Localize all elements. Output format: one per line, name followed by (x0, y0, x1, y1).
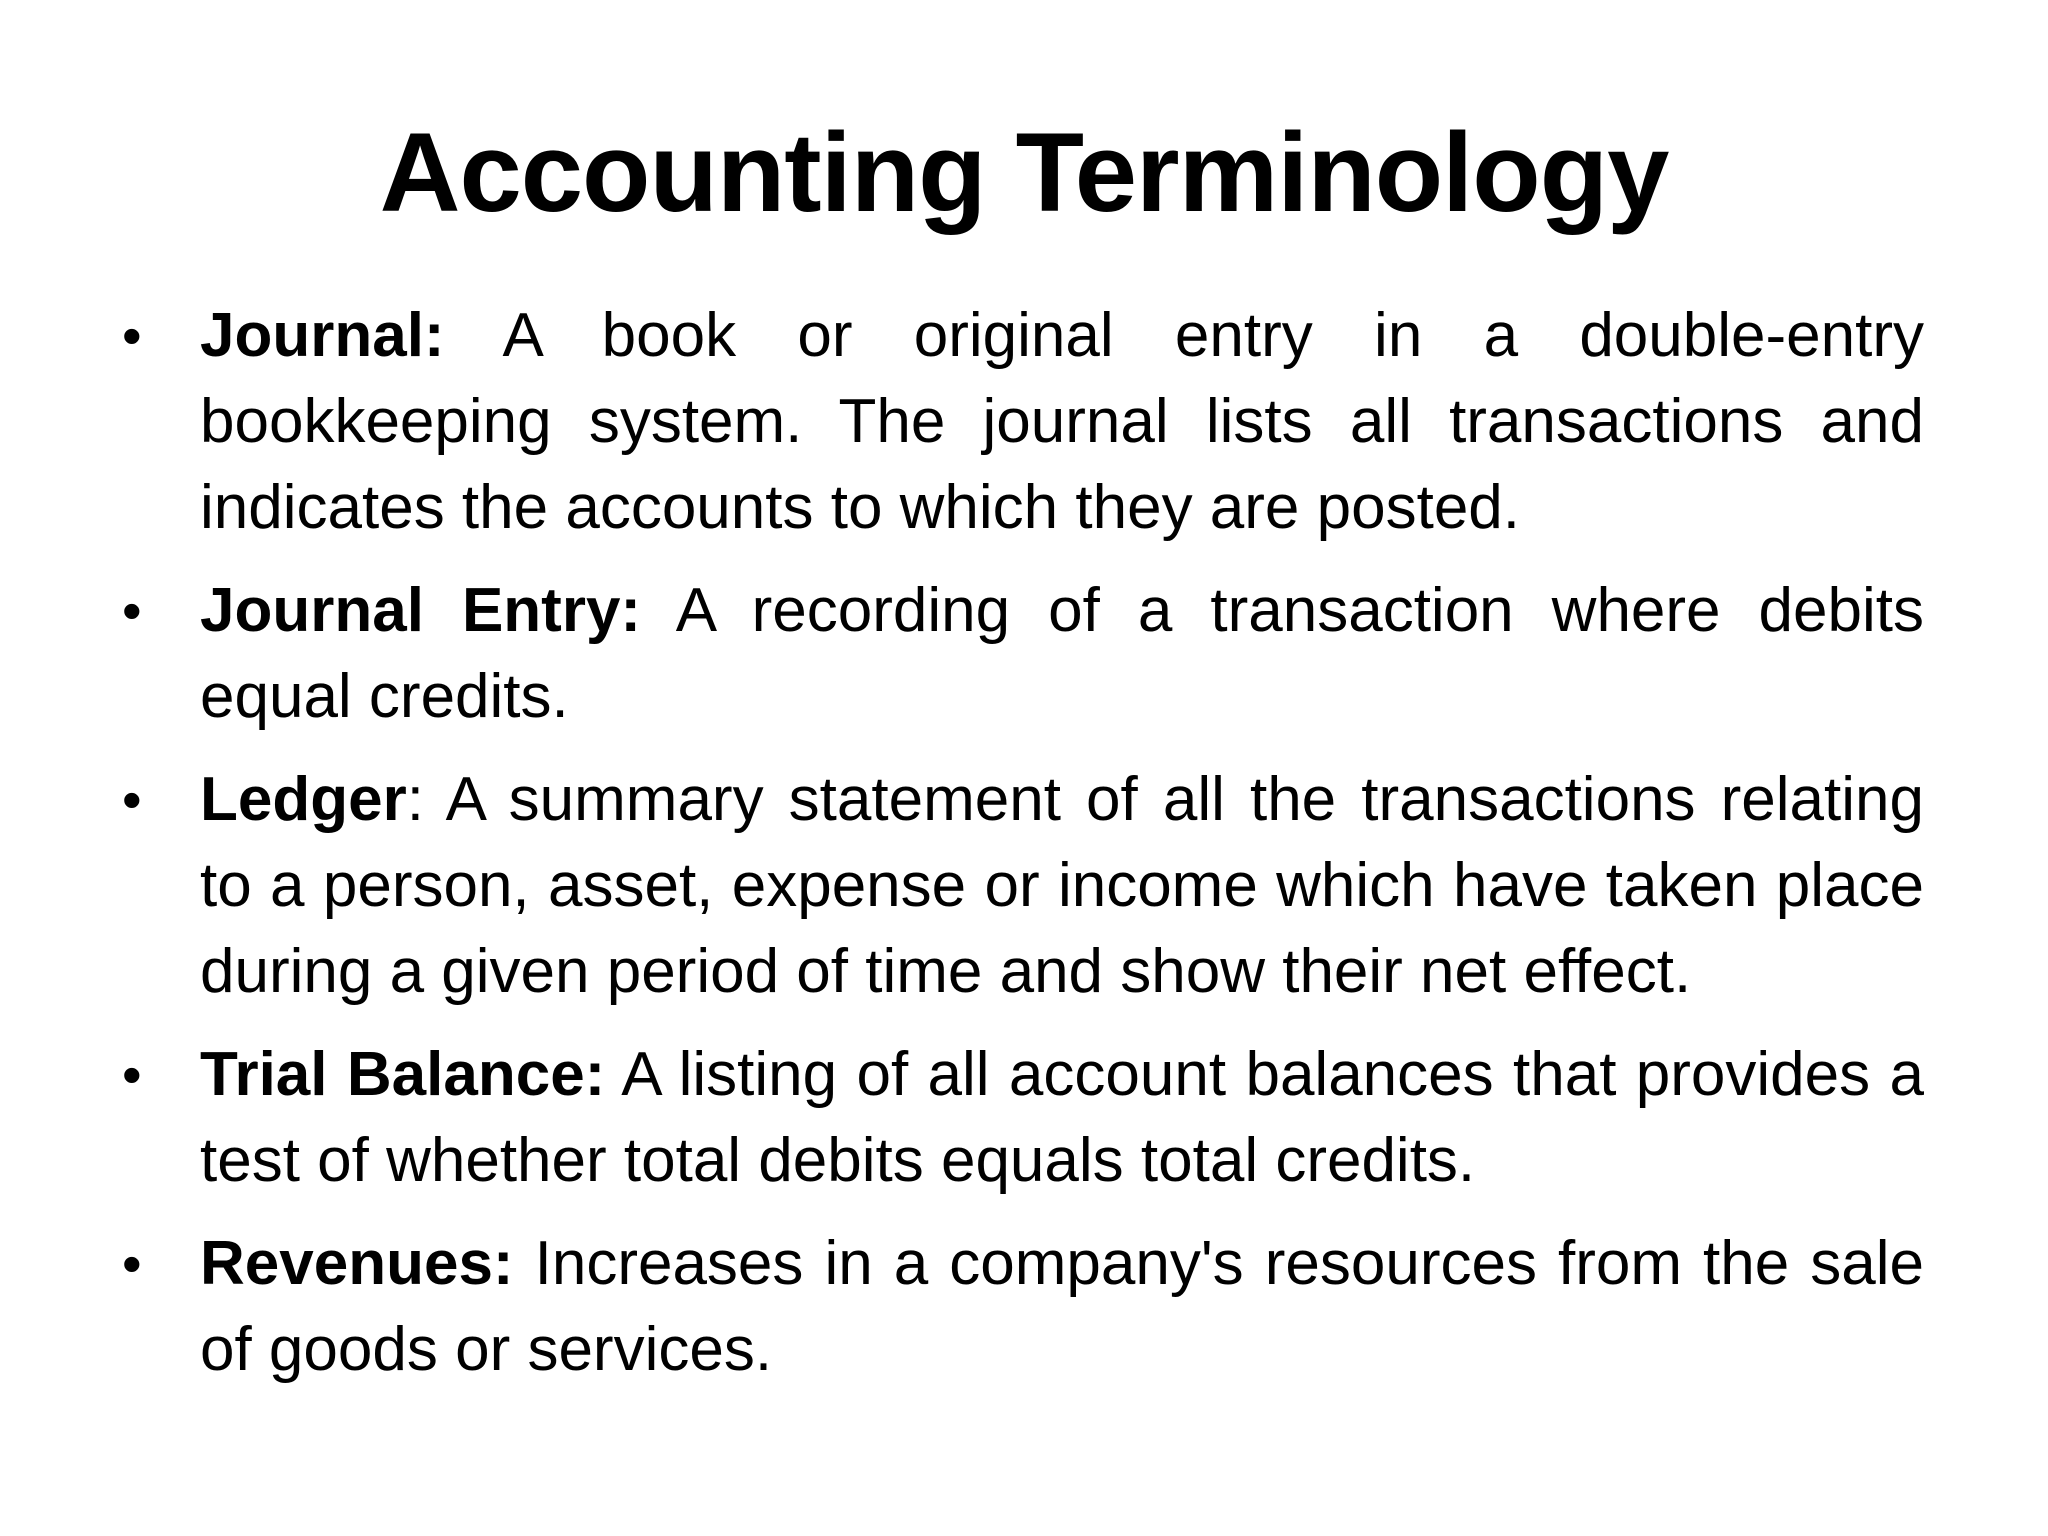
bullet-definition: Increases in a company's resources from the sale of goods or services. (200, 1229, 1924, 1384)
bullet-item-ledger (122, 757, 1924, 1015)
bullet-item-trial-balance (122, 1032, 1924, 1204)
bullet-definition: : A summary statement of all the transactions relating to a person, asset, expense or income which have taken place during a given period of time and show their net effect. (200, 765, 1924, 1006)
bullet-definition: A book or original entry in a double-entry bookkeeping system. The journal lists all transactions and indicates the accounts to which they are posted. (200, 301, 1924, 542)
slide-title: Accounting Terminology (379, 110, 1669, 235)
bullet-definition: A listing of all account balances that provides a test of whether total debits equals total credits. (200, 1040, 1924, 1195)
bullet-item-journal (122, 293, 1924, 551)
bullet-term: Trial Balance: (200, 1040, 606, 1109)
bullet-term: Journal Entry: (200, 576, 642, 645)
bullet-dot-icon: • (122, 1043, 142, 1106)
bullet-dot-icon: • (122, 1232, 142, 1295)
bullet-term: Revenues: (200, 1229, 514, 1298)
bullet-item-journal-entry (122, 568, 1925, 740)
bullet-list (122, 293, 1925, 1410)
bullet-dot-icon: • (122, 304, 142, 367)
bullet-definition: A recording of a transaction where debits equal credits. (200, 576, 1925, 731)
bullet-dot-icon: • (122, 579, 142, 642)
bullet-item-revenues (122, 1221, 1924, 1393)
bullet-dot-icon: • (122, 768, 142, 831)
bullet-term: Ledger (200, 765, 407, 834)
bullet-term: Journal: (200, 301, 445, 370)
